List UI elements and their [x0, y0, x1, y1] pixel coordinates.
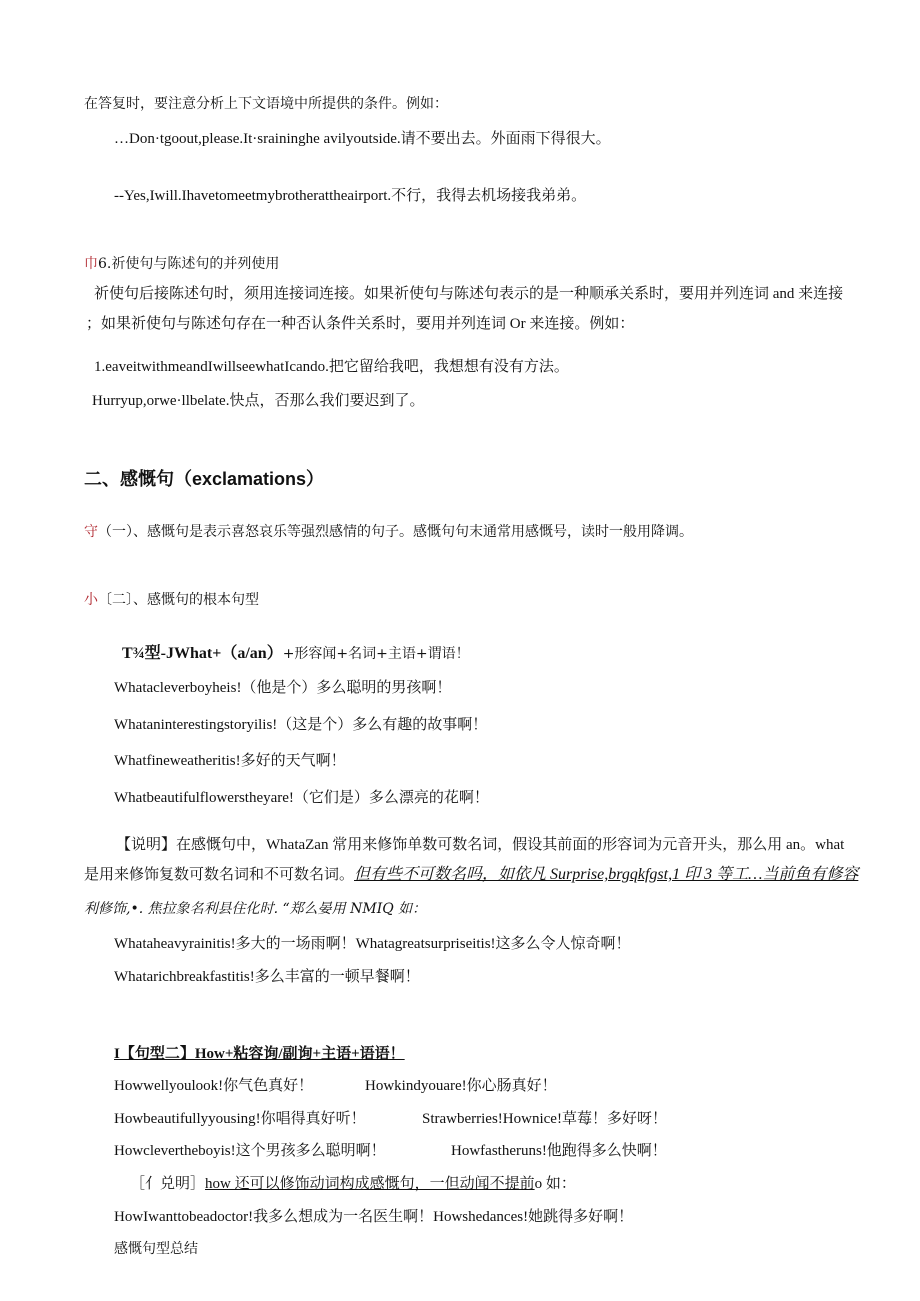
margin-mark: 巾 — [84, 256, 98, 272]
example-line: Whatbeautifulflowerstheyare!（它们是）多么漂亮的花啊！ — [114, 790, 489, 806]
section-title-text: 6.祈使句与陈述句的并列使用 — [98, 256, 280, 272]
note-text: 是用来修饰复数可数名词和不可数名词。 — [84, 867, 355, 883]
paragraph-line: 在答复时，要注意分析上下文语境中所提供的条件。例如： — [84, 96, 448, 112]
paragraph-line: ；如果祈使句与陈述句存在一种否认条件关系时，要用并列连词 Or 来连接。例如： — [86, 316, 635, 332]
handwritten-note: 利修饰,•. 焦拉象名利县住化时. “郑么晏用 NMIQ 如： — [84, 901, 427, 917]
example-line: …Don·tgoout,please.It·sraininghe avilyoutside.请不要出去。外面雨下得很大。 — [114, 131, 611, 147]
example-line: Howfastheruns!他跑得多么快啊！ — [451, 1143, 667, 1159]
example-line: Whataninterestingstoryilis!（这是个）多么有趣的故事啊！ — [114, 717, 488, 733]
example-line: 1.eaveitwithmeandIwillseewhatIcando.把它留给我吧，我想想有没有方法。 — [94, 359, 569, 375]
example-line: Whatarichbreakfastitis!多么丰富的一顿早餐啊！ — [114, 969, 420, 985]
handwritten-note: 但有些不可数名吗，如依凡 Surprise,brgqkfgst,1 印 3 等工…当前鱼有修容 — [354, 866, 859, 883]
paragraph-line: 感慨句型总结 — [114, 1241, 198, 1257]
paragraph-line: 祈使句后接陈述句时，须用连接词连接。如果祈使句与陈述句表示的是一种顺承关系时，要用并列连词 and 来连接 — [94, 286, 844, 302]
pattern-title: I【句型二】How+粘容询/副询+主语+语语！ — [114, 1046, 405, 1062]
margin-mark: 小 — [84, 592, 98, 608]
example-line: Howwellyoulook!你气色真好！ — [114, 1078, 314, 1094]
section-title — [84, 255, 279, 273]
example-line: Howkindyouare!你心肠真好！ — [365, 1078, 557, 1094]
example-line: Howbeautifullyyousing!你唱得真好听！ — [114, 1111, 366, 1127]
chapter-heading: 二、感慨句（exclamations） — [84, 469, 325, 489]
subsection-title-text: 〔二〕、感慨句的根本句型 — [98, 592, 259, 608]
example-line: --Yes,Iwill.Ihavetomeetmybrotherattheairport.不行，我得去机场接我弟弟。 — [114, 188, 587, 204]
example-line: Whatacleverboyheis!（他是个）多么聪明的男孩啊！ — [114, 680, 452, 696]
pattern-label: T¾型-JWhat+（a/an） — [122, 645, 283, 662]
example-line: Howclevertheboyis!这个男孩多么聪明啊！ — [114, 1143, 386, 1159]
example-line: Whataheavyrainitis!多大的一场雨啊！Whatagreatsurpriseitis!这多么令人惊奇啊！ — [114, 936, 631, 952]
note-line — [130, 1175, 576, 1193]
subsection-title — [84, 591, 259, 609]
paragraph-text: （一）、感慨句是表示喜怒哀乐等强烈感情的句子。感慨句句末通常用感慨号，读时一般用降调。 — [98, 524, 693, 540]
paragraph-line — [84, 523, 693, 541]
example-line: Hurryup,orwe·llbelate.快点，否那么我们要迟到了。 — [92, 393, 425, 409]
example-line: HowIwanttobeadoctor!我多么想成为一名医生啊！Howshedances!她跳得多好啊！ — [114, 1209, 634, 1225]
note-label: ［亻兑明］ — [130, 1176, 206, 1192]
margin-mark: 守 — [84, 524, 98, 540]
note-text: o 如： — [534, 1176, 576, 1192]
note-underlined: how 还可以修饰动词构成感慨句，一但动闻不提前 — [205, 1176, 535, 1192]
pattern-formula: +形容闻+名词+主语+谓语！ — [282, 646, 470, 662]
note-line: 【说明】在感慨句中，WhataZan 常用来修饰单数可数名词，假设其前面的形容词为元音开头，那么用 an。what — [116, 837, 845, 853]
pattern-title — [122, 644, 470, 664]
example-line: Strawberries!Hownice!草莓！多好呀！ — [422, 1111, 667, 1127]
note-line — [84, 866, 858, 884]
example-line: Whatfineweatheritis!多好的天气啊！ — [114, 753, 346, 769]
